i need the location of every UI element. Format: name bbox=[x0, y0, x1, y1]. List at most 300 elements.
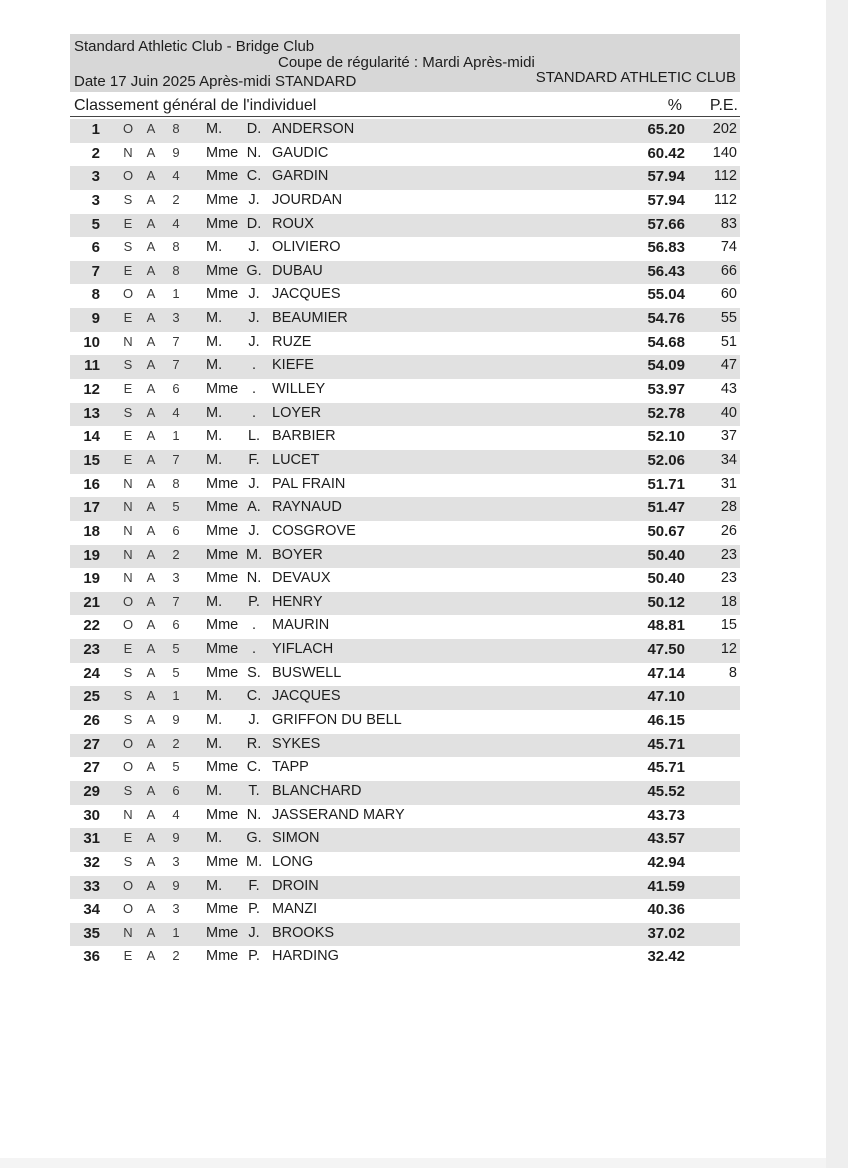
club-title: Standard Athletic Club - Bridge Club bbox=[74, 38, 315, 55]
table-number-cell: 4 bbox=[172, 168, 180, 184]
section-cell: A bbox=[146, 877, 156, 893]
table-number-cell: 3 bbox=[172, 853, 180, 869]
section-cell: A bbox=[146, 948, 156, 964]
title-cell: M. bbox=[206, 121, 223, 137]
direction-cell: O bbox=[122, 286, 134, 302]
table-row bbox=[70, 876, 740, 900]
section-cell: A bbox=[146, 806, 156, 822]
table-number-cell: 1 bbox=[172, 688, 180, 704]
percent-cell: 43.57 bbox=[647, 830, 685, 848]
direction-cell: E bbox=[123, 948, 133, 964]
rank-cell: 26 bbox=[83, 712, 100, 730]
rank-cell: 34 bbox=[83, 901, 100, 919]
table-number-cell: 5 bbox=[172, 664, 180, 680]
direction-cell: N bbox=[123, 570, 133, 586]
section-cell: A bbox=[146, 262, 156, 278]
title-cell: Mme bbox=[206, 853, 239, 870]
table-number-cell: 2 bbox=[172, 948, 180, 964]
player-name-cell: LUCET bbox=[272, 451, 320, 468]
section-cell: A bbox=[146, 759, 156, 775]
direction-cell: E bbox=[123, 451, 133, 467]
player-name-cell: MAURIN bbox=[272, 617, 330, 634]
table-row bbox=[70, 332, 740, 356]
initial-cell: C. bbox=[246, 688, 262, 705]
player-name-cell: BEAUMIER bbox=[272, 310, 348, 327]
title-cell: M. bbox=[206, 877, 223, 894]
title-cell: Mme bbox=[206, 948, 239, 965]
initial-cell: N. bbox=[246, 806, 262, 823]
table-number-cell: 6 bbox=[172, 522, 180, 538]
direction-cell: E bbox=[123, 215, 133, 231]
percent-cell: 37.02 bbox=[647, 924, 685, 942]
player-name-cell: RUZE bbox=[272, 333, 312, 350]
table-number-cell: 9 bbox=[172, 144, 180, 160]
pe-points-cell: 12 bbox=[720, 641, 737, 658]
player-name-cell: LOYER bbox=[272, 404, 322, 421]
title-cell: Mme bbox=[206, 617, 239, 634]
initial-cell: J. bbox=[248, 712, 260, 729]
player-name-cell: HENRY bbox=[272, 593, 323, 610]
player-name-cell: DEVAUX bbox=[272, 570, 331, 587]
player-name-cell: SIMON bbox=[272, 830, 320, 847]
table-number-cell: 6 bbox=[172, 381, 180, 397]
percent-cell: 57.66 bbox=[647, 215, 685, 233]
percent-cell: 50.12 bbox=[647, 593, 685, 611]
column-header bbox=[70, 96, 740, 117]
session-date: Date 17 Juin 2025 Après-midi STANDARD bbox=[74, 73, 357, 90]
percent-cell: 57.94 bbox=[647, 168, 685, 186]
percent-cell: 45.71 bbox=[647, 735, 685, 753]
player-name-cell: KIEFE bbox=[272, 357, 314, 374]
rank-cell: 6 bbox=[91, 239, 100, 257]
initial-cell: J. bbox=[248, 333, 260, 350]
pe-points-cell: 43 bbox=[720, 381, 737, 398]
table-number-cell: 6 bbox=[172, 782, 180, 798]
title-cell: M. bbox=[206, 830, 223, 847]
table-row bbox=[70, 663, 740, 687]
title-cell: Mme bbox=[206, 806, 239, 823]
direction-cell: O bbox=[122, 168, 134, 184]
section-cell: A bbox=[146, 641, 156, 657]
section-cell: A bbox=[146, 735, 156, 751]
rank-cell: 30 bbox=[83, 806, 100, 824]
pe-points-cell: 51 bbox=[720, 333, 737, 350]
player-name-cell: BLANCHARD bbox=[272, 782, 362, 799]
direction-cell: N bbox=[123, 806, 133, 822]
direction-cell: S bbox=[123, 239, 133, 255]
title-cell: Mme bbox=[206, 381, 239, 398]
table-row bbox=[70, 615, 740, 639]
pe-points-cell: 28 bbox=[720, 499, 737, 516]
pe-points-cell: 55 bbox=[720, 310, 737, 327]
section-cell: A bbox=[146, 428, 156, 444]
rank-cell: 17 bbox=[83, 499, 100, 517]
rank-cell: 5 bbox=[91, 215, 100, 233]
section-cell: A bbox=[146, 546, 156, 562]
initial-cell: . bbox=[251, 381, 257, 398]
section-cell: A bbox=[146, 121, 156, 136]
table-row bbox=[70, 166, 740, 190]
table-number-cell: 6 bbox=[172, 617, 180, 633]
percent-cell: 47.10 bbox=[647, 688, 685, 706]
title-cell: Mme bbox=[206, 546, 239, 563]
player-name-cell: BARBIER bbox=[272, 428, 336, 445]
initial-cell: P. bbox=[248, 901, 260, 918]
table-row bbox=[70, 379, 740, 403]
section-cell: A bbox=[146, 310, 156, 326]
percent-header: % bbox=[667, 97, 682, 114]
percent-cell: 43.73 bbox=[647, 806, 685, 824]
section-cell: A bbox=[146, 168, 156, 184]
player-name-cell: WILLEY bbox=[272, 381, 326, 398]
percent-cell: 53.97 bbox=[647, 381, 685, 399]
percent-cell: 47.14 bbox=[647, 664, 685, 682]
ranking-table bbox=[70, 119, 740, 970]
player-name-cell: YIFLACH bbox=[272, 641, 334, 658]
rank-cell: 27 bbox=[83, 735, 100, 753]
direction-cell: E bbox=[123, 310, 133, 326]
club-name-right: STANDARD ATHLETIC CLUB bbox=[535, 69, 736, 86]
table-number-cell: 4 bbox=[172, 215, 180, 231]
title-cell: Mme bbox=[206, 641, 239, 658]
player-name-cell: OLIVIERO bbox=[272, 239, 341, 256]
section-cell: A bbox=[146, 357, 156, 373]
initial-cell: M. bbox=[246, 546, 263, 563]
table-row bbox=[70, 545, 740, 569]
table-row bbox=[70, 852, 740, 876]
table-number-cell: 4 bbox=[172, 404, 180, 420]
direction-cell: N bbox=[123, 522, 133, 538]
title-cell: M. bbox=[206, 333, 223, 350]
rank-cell: 18 bbox=[83, 522, 100, 540]
pe-points-cell: 60 bbox=[720, 286, 737, 303]
rank-cell: 27 bbox=[83, 759, 100, 777]
percent-cell: 56.43 bbox=[647, 262, 685, 280]
rank-cell: 11 bbox=[84, 357, 100, 375]
title-cell: M. bbox=[206, 782, 223, 799]
section-cell: A bbox=[146, 239, 156, 255]
direction-cell: S bbox=[123, 357, 133, 373]
table-number-cell: 8 bbox=[172, 475, 180, 491]
percent-cell: 54.76 bbox=[647, 310, 685, 328]
table-number-cell: 2 bbox=[172, 735, 180, 751]
table-row bbox=[70, 143, 740, 167]
pe-header: P.E. bbox=[709, 97, 738, 114]
initial-cell: S. bbox=[247, 664, 261, 681]
table-row bbox=[70, 899, 740, 923]
title-cell: Mme bbox=[206, 570, 239, 587]
rank-cell: 23 bbox=[83, 641, 100, 659]
rank-cell: 10 bbox=[83, 333, 100, 351]
initial-cell: G. bbox=[246, 262, 262, 279]
percent-cell: 41.59 bbox=[647, 877, 685, 895]
section-cell: A bbox=[146, 688, 156, 704]
direction-cell: O bbox=[122, 901, 134, 917]
percent-cell: 54.09 bbox=[647, 357, 685, 375]
direction-cell: O bbox=[122, 593, 134, 609]
rank-cell: 36 bbox=[83, 948, 100, 966]
rank-cell: 31 bbox=[83, 830, 100, 848]
section-cell: A bbox=[146, 712, 156, 728]
pe-points-cell: 83 bbox=[720, 215, 737, 232]
initial-cell: C. bbox=[246, 168, 262, 185]
player-name-cell: JOURDAN bbox=[272, 191, 343, 208]
title-cell: Mme bbox=[206, 901, 239, 918]
rank-cell: 32 bbox=[83, 853, 100, 871]
table-number-cell: 4 bbox=[172, 806, 180, 822]
direction-cell: N bbox=[123, 546, 133, 562]
direction-cell: N bbox=[123, 924, 133, 940]
table-row bbox=[70, 521, 740, 545]
section-cell: A bbox=[146, 617, 156, 633]
table-row bbox=[70, 355, 740, 379]
pe-points-cell: 74 bbox=[720, 239, 737, 256]
title-cell: M. bbox=[206, 404, 223, 421]
rank-cell: 2 bbox=[91, 144, 100, 162]
initial-cell: J. bbox=[248, 239, 260, 256]
player-name-cell: BUSWELL bbox=[272, 664, 342, 681]
direction-cell: N bbox=[123, 499, 133, 515]
pe-points-cell: 8 bbox=[728, 664, 737, 681]
title-cell: Mme bbox=[206, 924, 239, 941]
table-number-cell: 7 bbox=[172, 593, 180, 609]
player-name-cell: GARDIN bbox=[272, 168, 329, 185]
section-cell: A bbox=[146, 381, 156, 397]
initial-cell: J. bbox=[248, 310, 260, 327]
direction-cell: S bbox=[123, 664, 133, 680]
title-cell: M. bbox=[206, 688, 223, 705]
direction-cell: S bbox=[123, 688, 133, 704]
table-row bbox=[70, 946, 740, 970]
section-cell: A bbox=[146, 664, 156, 680]
table-row bbox=[70, 284, 740, 308]
title-cell: Mme bbox=[206, 522, 239, 539]
percent-cell: 51.71 bbox=[647, 475, 685, 493]
player-name-cell: PAL FRAIN bbox=[272, 475, 346, 492]
initial-cell: R. bbox=[246, 735, 262, 752]
table-number-cell: 9 bbox=[172, 712, 180, 728]
player-name-cell: GRIFFON DU BELL bbox=[272, 712, 402, 729]
pe-points-cell: 23 bbox=[720, 546, 737, 563]
pe-points-cell: 15 bbox=[720, 617, 737, 634]
direction-cell: E bbox=[123, 830, 133, 846]
percent-cell: 40.36 bbox=[647, 901, 685, 919]
percent-cell: 56.83 bbox=[647, 239, 685, 257]
percent-cell: 57.94 bbox=[647, 191, 685, 209]
percent-cell: 45.52 bbox=[647, 782, 685, 800]
section-cell: A bbox=[146, 499, 156, 515]
initial-cell: D. bbox=[246, 121, 262, 137]
direction-cell: N bbox=[123, 333, 133, 349]
table-number-cell: 5 bbox=[172, 499, 180, 515]
player-name-cell: MANZI bbox=[272, 901, 318, 918]
section-cell: A bbox=[146, 333, 156, 349]
percent-cell: 52.78 bbox=[647, 404, 685, 422]
direction-cell: N bbox=[123, 475, 133, 491]
table-row bbox=[70, 497, 740, 521]
section-cell: A bbox=[146, 215, 156, 231]
table-number-cell: 1 bbox=[172, 924, 180, 940]
report-header bbox=[70, 34, 740, 92]
table-row bbox=[70, 923, 740, 947]
table-number-cell: 8 bbox=[172, 121, 180, 136]
pe-points-cell: 112 bbox=[713, 191, 737, 208]
title-cell: M. bbox=[206, 428, 223, 445]
table-number-cell: 8 bbox=[172, 239, 180, 255]
rank-cell: 3 bbox=[91, 168, 100, 186]
percent-cell: 32.42 bbox=[647, 948, 685, 966]
pe-points-cell: 26 bbox=[720, 522, 737, 539]
initial-cell: J. bbox=[248, 522, 260, 539]
player-name-cell: BOYER bbox=[272, 546, 323, 563]
title-cell: Mme bbox=[206, 168, 239, 185]
percent-cell: 55.04 bbox=[647, 286, 685, 304]
pe-points-cell: 23 bbox=[720, 570, 737, 587]
player-name-cell: TAPP bbox=[272, 759, 309, 776]
table-row bbox=[70, 450, 740, 474]
direction-cell: E bbox=[123, 641, 133, 657]
percent-cell: 45.71 bbox=[647, 759, 685, 777]
title-cell: Mme bbox=[206, 664, 239, 681]
table-row bbox=[70, 686, 740, 710]
table-row bbox=[70, 639, 740, 663]
pe-points-cell: 40 bbox=[720, 404, 737, 421]
section-cell: A bbox=[146, 191, 156, 207]
table-row bbox=[70, 592, 740, 616]
section-cell: A bbox=[146, 830, 156, 846]
table-row bbox=[70, 190, 740, 214]
direction-cell: S bbox=[123, 853, 133, 869]
table-row bbox=[70, 214, 740, 238]
pe-points-cell: 18 bbox=[720, 593, 737, 610]
title-cell: Mme bbox=[206, 286, 239, 303]
cup-title: Coupe de régularité : Mardi Après-midi bbox=[278, 54, 535, 71]
section-cell: A bbox=[146, 901, 156, 917]
table-number-cell: 9 bbox=[172, 830, 180, 846]
title-cell: Mme bbox=[206, 499, 239, 516]
rank-cell: 35 bbox=[83, 924, 100, 942]
table-number-cell: 5 bbox=[172, 641, 180, 657]
rank-cell: 15 bbox=[83, 451, 100, 469]
initial-cell: . bbox=[251, 404, 257, 421]
section-cell: A bbox=[146, 522, 156, 538]
section-cell: A bbox=[146, 451, 156, 467]
rank-cell: 19 bbox=[83, 570, 100, 588]
table-row bbox=[70, 568, 740, 592]
table-number-cell: 8 bbox=[172, 262, 180, 278]
initial-cell: L. bbox=[247, 428, 261, 445]
percent-cell: 50.40 bbox=[647, 570, 685, 588]
rank-cell: 12 bbox=[83, 381, 100, 399]
percent-cell: 50.67 bbox=[647, 522, 685, 540]
direction-cell: O bbox=[122, 759, 134, 775]
initial-cell: J. bbox=[248, 286, 260, 303]
pe-points-cell: 112 bbox=[713, 168, 737, 185]
rank-cell: 24 bbox=[83, 664, 100, 682]
section-cell: A bbox=[146, 404, 156, 420]
pe-points-cell: 34 bbox=[720, 451, 737, 468]
title-cell: Mme bbox=[206, 475, 239, 492]
player-name-cell: HARDING bbox=[272, 948, 339, 965]
initial-cell: T. bbox=[248, 782, 260, 799]
initial-cell: F. bbox=[248, 451, 260, 468]
percent-cell: 52.06 bbox=[647, 451, 685, 469]
title-cell: M. bbox=[206, 451, 223, 468]
section-cell: A bbox=[146, 782, 156, 798]
table-number-cell: 2 bbox=[172, 546, 180, 562]
direction-cell: O bbox=[122, 877, 134, 893]
rank-cell: 9 bbox=[91, 310, 100, 328]
pe-points-cell: 37 bbox=[720, 428, 737, 445]
section-cell: A bbox=[146, 144, 156, 160]
pe-points-cell: 31 bbox=[720, 475, 737, 492]
rank-cell: 29 bbox=[83, 782, 100, 800]
rank-cell: 13 bbox=[83, 404, 100, 422]
section-cell: A bbox=[146, 593, 156, 609]
rank-cell: 33 bbox=[83, 877, 100, 895]
section-cell: A bbox=[146, 924, 156, 940]
initial-cell: C. bbox=[246, 759, 262, 776]
table-row bbox=[70, 403, 740, 427]
rank-cell: 21 bbox=[83, 593, 100, 611]
direction-cell: S bbox=[123, 782, 133, 798]
section-cell: A bbox=[146, 475, 156, 491]
player-name-cell: GAUDIC bbox=[272, 144, 329, 161]
initial-cell: . bbox=[251, 617, 257, 634]
table-row bbox=[70, 261, 740, 285]
title-cell: Mme bbox=[206, 191, 239, 208]
title-cell: Mme bbox=[206, 144, 239, 161]
initial-cell: F. bbox=[248, 877, 260, 894]
player-name-cell: RAYNAUD bbox=[272, 499, 342, 516]
player-name-cell: ANDERSON bbox=[272, 121, 355, 137]
title-cell: M. bbox=[206, 310, 223, 327]
table-number-cell: 7 bbox=[172, 333, 180, 349]
direction-cell: S bbox=[123, 191, 133, 207]
rank-cell: 3 bbox=[91, 191, 100, 209]
direction-cell: E bbox=[123, 428, 133, 444]
initial-cell: . bbox=[251, 357, 257, 374]
table-row bbox=[70, 119, 740, 143]
direction-cell: O bbox=[122, 121, 134, 136]
table-number-cell: 3 bbox=[172, 310, 180, 326]
title-cell: Mme bbox=[206, 759, 239, 776]
percent-cell: 42.94 bbox=[647, 853, 685, 871]
initial-cell: M. bbox=[246, 853, 263, 870]
rank-cell: 16 bbox=[83, 475, 100, 493]
table-number-cell: 1 bbox=[172, 286, 180, 302]
player-name-cell: JASSERAND MARY bbox=[272, 806, 405, 823]
table-row bbox=[70, 805, 740, 829]
direction-cell: O bbox=[122, 617, 134, 633]
player-name-cell: DROIN bbox=[272, 877, 319, 894]
section-cell: A bbox=[146, 286, 156, 302]
initial-cell: P. bbox=[248, 948, 260, 965]
percent-cell: 65.20 bbox=[647, 121, 685, 138]
initial-cell: . bbox=[251, 641, 257, 658]
player-name-cell: COSGROVE bbox=[272, 522, 356, 539]
rank-cell: 1 bbox=[91, 121, 100, 138]
initial-cell: P. bbox=[248, 593, 260, 610]
table-number-cell: 3 bbox=[172, 901, 180, 917]
pe-points-cell: 47 bbox=[720, 357, 737, 374]
percent-cell: 47.50 bbox=[647, 641, 685, 659]
initial-cell: G. bbox=[246, 830, 262, 847]
percent-cell: 46.15 bbox=[647, 712, 685, 730]
initial-cell: D. bbox=[246, 215, 262, 232]
title-cell: M. bbox=[206, 735, 223, 752]
title-cell: M. bbox=[206, 357, 223, 374]
